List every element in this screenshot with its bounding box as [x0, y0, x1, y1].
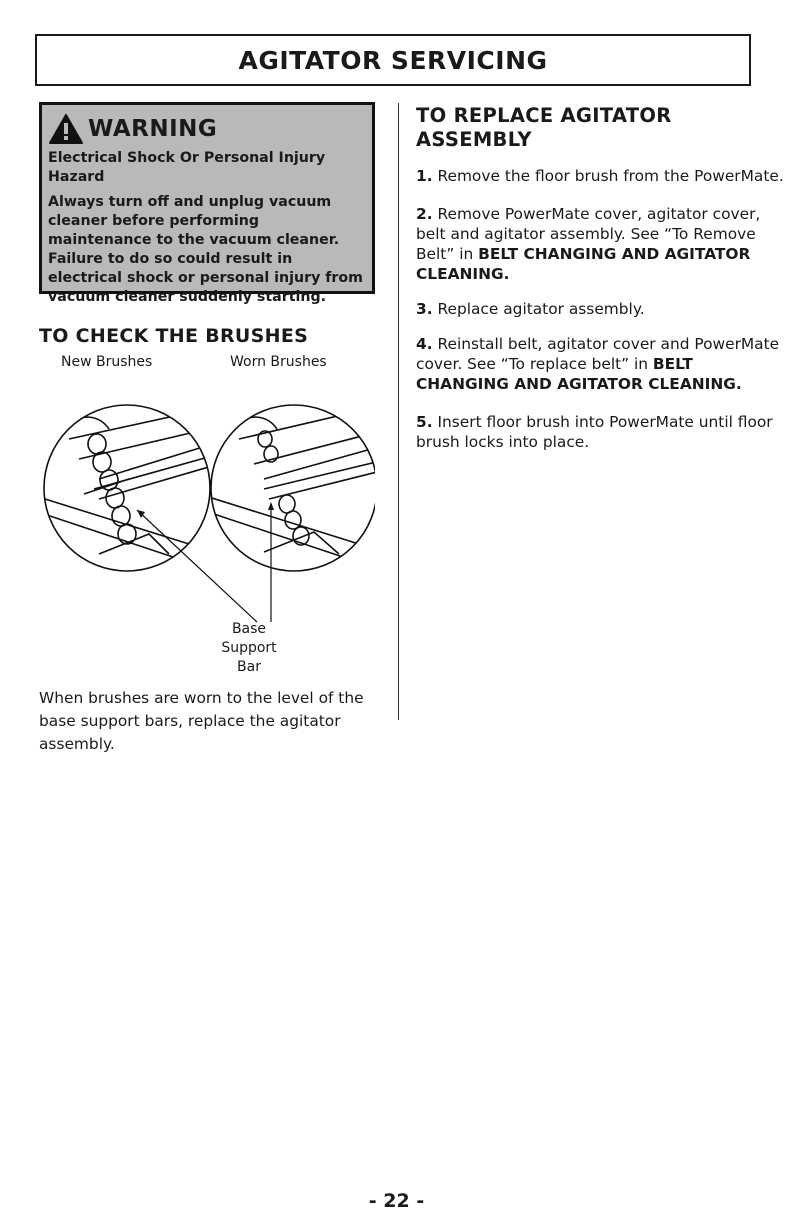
step-section-ref: BELT CHANGING AND AGITATOR CLEANING. [416, 245, 751, 283]
step-1 [416, 166, 784, 186]
warning-hazard: Electrical Shock Or Personal Injury Hazard [48, 150, 326, 185]
callout-line-3: Bar [237, 659, 261, 675]
step-number: 3. [416, 300, 433, 318]
step-4 [416, 334, 784, 394]
step-section-ref: BELT CHANGING AND AGITATOR CLEANING. [416, 355, 742, 393]
step-text: Reinstall belt, agitator cover and PowerMate cover. See “To replace belt” in [416, 335, 780, 373]
right-column [416, 104, 786, 467]
check-brushes-paragraph: When brushes are worn to the level of the base support bars, replace the agitator assembly. [39, 689, 364, 753]
warning-body: Always turn off and unplug vacuum cleaner before performing maintenance to the vacuum cleaner. Failure to do so could result in electrical shock or personal injury from vacuum cleaner suddenly starting. [48, 194, 363, 305]
replace-agitator-heading: TO REPLACE AGITATOR ASSEMBLY [416, 104, 672, 151]
step-text: Remove PowerMate cover, agitator cover, belt and agitator assembly. See “To Remove Belt” in [416, 205, 761, 263]
warning-triangle-icon [48, 113, 84, 145]
warning-title: WARNING [88, 116, 218, 142]
worn-brushes-label: Worn Brushes [230, 354, 327, 370]
page-title: AGITATOR SERVICING [238, 45, 548, 75]
step-number: 1. [416, 167, 433, 185]
title-box [35, 34, 751, 86]
step-number: 5. [416, 413, 433, 431]
callout-line-1: Base [231, 621, 267, 637]
step-5 [416, 412, 784, 452]
warning-header [48, 113, 366, 145]
brush-illustration [39, 384, 375, 624]
base-support-bar-callout [199, 620, 299, 677]
step-number: 4. [416, 335, 433, 353]
callout-line-2: Support [221, 640, 277, 656]
page-number: - 22 - [368, 1190, 425, 1212]
step-text: Remove the floor brush from the PowerMate. [437, 167, 784, 185]
new-brushes-label: New Brushes [61, 354, 153, 370]
check-brushes-heading: TO CHECK THE BRUSHES [39, 325, 309, 347]
step-3 [416, 299, 784, 319]
step-text: Insert floor brush into PowerMate until floor brush locks into place. [416, 413, 773, 451]
step-number: 2. [416, 205, 433, 223]
brush-diagram [39, 384, 375, 624]
column-divider [398, 103, 399, 720]
step-text: Replace agitator assembly. [437, 300, 645, 318]
left-column [39, 102, 375, 756]
step-2 [416, 204, 784, 284]
brush-labels [39, 354, 375, 376]
warning-box [39, 102, 375, 305]
